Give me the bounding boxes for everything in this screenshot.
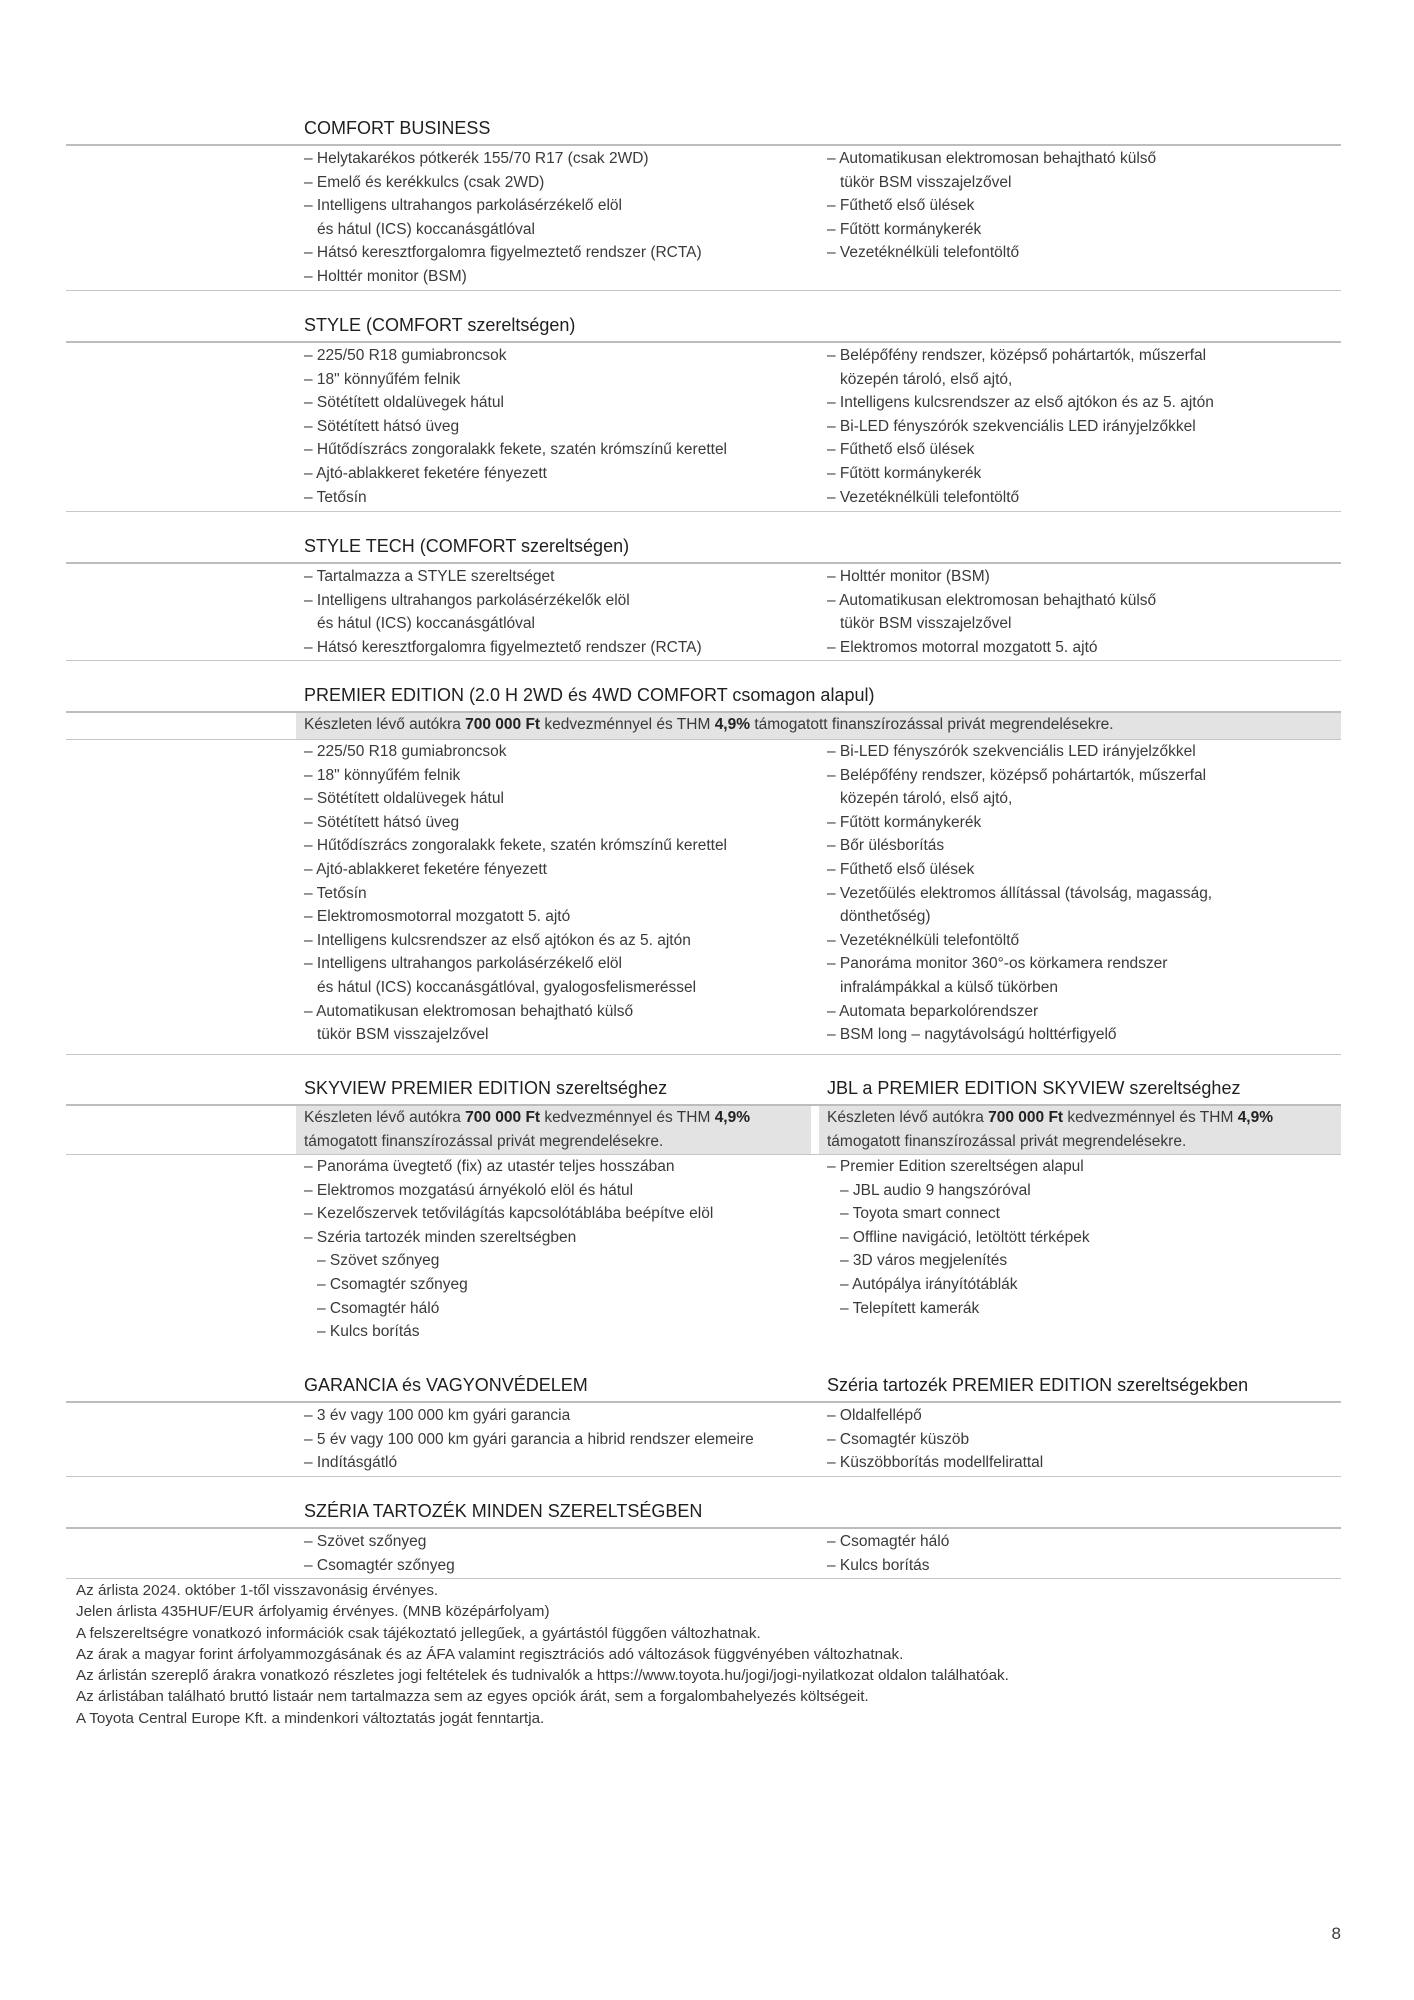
list-item: – Oldalfellépő (827, 1407, 922, 1424)
section-title: SZÉRIA TARTOZÉK MINDEN SZERELTSÉGBEN (304, 1501, 703, 1521)
list-item: – Vezetéknélküli telefontöltő (827, 931, 1020, 949)
section-bottom-rule (66, 1054, 1341, 1055)
list-item: – Tartalmazza a STYLE szereltséget (304, 568, 555, 585)
right-list (827, 147, 1156, 265)
list-item: – Toyota smart connect (840, 1205, 1000, 1223)
skyview-title: SKYVIEW PREMIER EDITION szereltséghez (304, 1078, 668, 1098)
list-item: dönthetőség) (840, 908, 931, 926)
szeria-premier-title: Széria tartozék PREMIER EDITION szereltségekben (827, 1375, 1249, 1395)
list-item: – Automata beparkolórendszer (827, 1002, 1039, 1020)
list-item: tükör BSM visszajelzővel (317, 1026, 489, 1044)
list-item: – Panoráma monitor 360°-os körkamera rendszer (827, 955, 1168, 973)
list-item: és hátul (ICS) koccanásgátlóval (317, 615, 535, 633)
list-item: – Szövet szőnyeg (304, 1533, 427, 1550)
footer-notes (76, 1580, 1009, 1729)
list-item: – Kulcs borítás (827, 1556, 930, 1574)
list-item: – 18" könnyűfém felnik (304, 766, 461, 784)
list-item: közepén tároló, első ajtó, (840, 790, 1013, 808)
list-item: – Fűtött kormánykerék (827, 813, 982, 831)
list-item: – 18" könnyűfém felnik (304, 370, 461, 388)
section-title: PREMIER EDITION (2.0 H 2WD és 4WD COMFORT csomagon alapul) (304, 685, 875, 705)
left-list (304, 147, 702, 289)
left-list (304, 565, 702, 659)
list-item: – Holttér monitor (BSM) (304, 267, 467, 285)
list-item: – Bőr ülésborítás (827, 837, 945, 855)
section-rule (66, 144, 1341, 146)
list-item: – Intelligens kulcsrendszer az első ajtókon és az 5. ajtón (827, 394, 1214, 412)
list-item: – Ajtó-ablakkeret feketére fényezett (304, 464, 547, 482)
jbl-promo-banner: Készleten lévő autókra 700 000 Ft kedvezménnyel és THM 4,9% támogatott finanszírozással privát megrendelésekre. (819, 1106, 1341, 1154)
footer-line: A felszereltségre vonatkozó információk csak tájékoztató jellegűek, a gyártástól függően változhatnak. (76, 1624, 761, 1642)
list-item: – Intelligens ultrahangos parkolásérzékelők elöl (304, 591, 630, 609)
list-item: – Automatikusan elektromosan behajtható külső (827, 591, 1157, 609)
footer-line: Jelen árlista 435HUF/EUR árfolyamig érvényes. (MNB középárfolyam) (76, 1603, 550, 1621)
garancia-list (304, 1404, 754, 1475)
list-item: – Helytakarékos pótkerék 155/70 R17 (csak 2WD) (304, 150, 649, 167)
list-item: – Csomagtér küszöb (827, 1430, 970, 1448)
list-item: – Vezetéknélküli telefontöltő (827, 488, 1020, 506)
list-item: – Hűtődíszrács zongoralakk fekete, szatén krómszínű kerettel (304, 441, 728, 459)
list-item: – Vezetéknélküli telefontöltő (827, 244, 1020, 262)
list-item: – Fűtött kormánykerék (827, 220, 982, 238)
list-item: – Belépőfény rendszer, középső pohártartók, műszerfal (827, 766, 1207, 784)
section-rule (66, 1401, 1341, 1403)
list-item: – Tetősín (304, 884, 367, 902)
list-item: – Automatikusan elektromosan behajtható külső (827, 150, 1157, 167)
list-item: – Hátsó keresztforgalomra figyelmeztető rendszer (RCTA) (304, 638, 702, 656)
list-item: – Fűthető első ülések (827, 197, 975, 215)
list-item: – Sötétített oldalüvegek hátul (304, 790, 504, 808)
list-item: – Ajtó-ablakkeret feketére fényezett (304, 860, 547, 878)
list-item: – Csomagtér háló (317, 1299, 440, 1317)
list-item: – Intelligens ultrahangos parkolásérzékelő elöl (304, 955, 622, 973)
page-number: 8 (1331, 1924, 1341, 1943)
list-item: tükör BSM visszajelzővel (840, 615, 1012, 633)
list-item: – Intelligens ultrahangos parkolásérzékelő elöl (304, 197, 622, 215)
right-list (827, 565, 1156, 659)
section-bottom-rule (66, 511, 1341, 512)
list-item: – Emelő és kerékkulcs (csak 2WD) (304, 173, 545, 191)
list-item: – Szövet szőnyeg (317, 1252, 440, 1270)
list-item: – Sötétített hátsó üveg (304, 417, 460, 435)
footer-line: Az árak a magyar forint árfolyammozgásának és az ÁFA valamint regisztrációs adó változások függvényében változhatnak. (76, 1645, 904, 1663)
list-item: és hátul (ICS) koccanásgátlóval (317, 220, 535, 238)
list-item: – Premier Edition szereltségen alapul (827, 1158, 1084, 1175)
section-rule (66, 1527, 1341, 1529)
list-item: – Autópálya irányítótáblák (840, 1275, 1018, 1293)
list-item: infralámpákkal a külső tükörben (840, 978, 1058, 996)
list-item: – 3 év vagy 100 000 km gyári garancia (304, 1407, 571, 1424)
list-item: és hátul (ICS) koccanásgátlóval, gyalogosfelismeréssel (317, 978, 697, 996)
list-item: – Elektromos motorral mozgatott 5. ajtó (827, 638, 1098, 656)
list-item: – Vezetőülés elektromos állítással (távolság, magasság, (827, 884, 1213, 902)
list-item: – Automatikusan elektromosan behajtható külső (304, 1002, 634, 1020)
section-rule (66, 341, 1341, 343)
garancia-title: GARANCIA és VAGYONVÉDELEM (304, 1375, 588, 1395)
list-item: – Bi-LED fényszórók szekvenciális LED irányjelzőkkel (827, 743, 1196, 760)
footer-line: A Toyota Central Europe Kft. a mindenkori változtatás jogát fenntartja. (76, 1709, 545, 1727)
footer-line: Az árlistában található bruttó listaár nem tartalmazza sem az egyes opciók árát, sem a forgalombahelyezés költségeit. (76, 1688, 869, 1706)
list-item: – Elektromosmotorral mozgatott 5. ajtó (304, 908, 571, 926)
footer-line: Az árlistán szereplő árakra vonatkozó részletes jogi feltételek és tudnivalók a https://www.toyota.hu/jogi/jogi-nyilatkozat oldalon találhatóak. (76, 1667, 1009, 1685)
list-item: – Hátsó keresztforgalomra figyelmeztető rendszer (RCTA) (304, 244, 702, 262)
list-item: – Indításgátló (304, 1454, 398, 1472)
promo-banner: Készleten lévő autókra 700 000 Ft kedvezménnyel és THM 4,9% támogatott finanszírozással privát megrendelésekre. (296, 713, 1341, 739)
section-title: STYLE (COMFORT szereltségen) (304, 315, 576, 335)
list-item: – Széria tartozék minden szereltségben (304, 1228, 577, 1246)
skyview-promo-banner: Készleten lévő autókra 700 000 Ft kedvezménnyel és THM 4,9% támogatott finanszírozással privát megrendelésekre. (296, 1106, 811, 1154)
right-list (827, 1530, 949, 1577)
list-item: – Intelligens kulcsrendszer az első ajtókon és az 5. ajtón (304, 931, 691, 949)
list-item: – Holttér monitor (BSM) (827, 568, 990, 585)
list-item: – Panoráma üvegtető (fix) az utastér teljes hosszában (304, 1158, 675, 1175)
list-item: – Küszöbborítás modellfelirattal (827, 1454, 1044, 1472)
list-item: közepén tároló, első ajtó, (840, 370, 1013, 388)
list-item: – Belépőfény rendszer, középső pohártartók, műszerfal (827, 347, 1207, 364)
list-item: – 3D város megjelenítés (840, 1252, 1008, 1270)
list-item: – JBL audio 9 hangszóróval (840, 1181, 1031, 1199)
list-item: – Fűthető első ülések (827, 441, 975, 459)
section-rule (66, 562, 1341, 564)
list-item: – 5 év vagy 100 000 km gyári garancia a hibrid rendszer elemeire (304, 1430, 754, 1448)
section-bottom-rule (66, 1578, 1341, 1579)
list-item: – Fűthető első ülések (827, 860, 975, 878)
list-item: – Fűtött kormánykerék (827, 464, 982, 482)
list-item: tükör BSM visszajelzővel (840, 173, 1012, 191)
list-item: – Tetősín (304, 488, 367, 506)
list-item: – Sötétített hátsó üveg (304, 813, 460, 831)
list-item: – 225/50 R18 gumiabroncsok (304, 347, 507, 364)
list-item: – 225/50 R18 gumiabroncsok (304, 743, 507, 760)
list-item: – Hűtődíszrács zongoralakk fekete, szatén krómszínű kerettel (304, 837, 728, 855)
right-list (827, 740, 1212, 1047)
szeria-premier-list (827, 1404, 1043, 1475)
left-list (304, 1530, 455, 1577)
section-title: STYLE TECH (COMFORT szereltségen) (304, 536, 630, 556)
list-item: – Kezelőszervek tetővilágítás kapcsolótáblába beépítve elöl (304, 1205, 714, 1223)
list-item: – Csomagtér szőnyeg (304, 1556, 455, 1574)
list-item: – Csomagtér háló (827, 1533, 950, 1550)
list-item: – Elektromos mozgatású árnyékoló elöl és hátul (304, 1181, 634, 1199)
left-list (304, 740, 727, 1047)
right-list (827, 344, 1214, 509)
skyview-list (304, 1155, 713, 1344)
section-bottom-rule (66, 290, 1341, 291)
section-title: COMFORT BUSINESS (304, 118, 491, 138)
section-bottom-rule (66, 1476, 1341, 1477)
list-item: – Csomagtér szőnyeg (317, 1275, 468, 1293)
list-item: – Sötétített oldalüvegek hátul (304, 394, 504, 412)
list-item: – Offline navigáció, letöltött térképek (840, 1228, 1090, 1246)
list-item: – Bi-LED fényszórók szekvenciális LED irányjelzőkkel (827, 417, 1196, 435)
list-item: – Kulcs borítás (317, 1323, 420, 1341)
section-bottom-rule (66, 660, 1341, 661)
list-item: – Telepített kamerák (840, 1299, 980, 1317)
jbl-list (827, 1155, 1090, 1320)
left-list (304, 344, 727, 509)
footer-line: Az árlista 2024. október 1-től visszavonásig érvényes. (76, 1582, 439, 1599)
list-item: – BSM long – nagytávolságú holttérfigyelő (827, 1026, 1117, 1044)
jbl-title: JBL a PREMIER EDITION SKYVIEW szereltséghez (827, 1078, 1241, 1098)
